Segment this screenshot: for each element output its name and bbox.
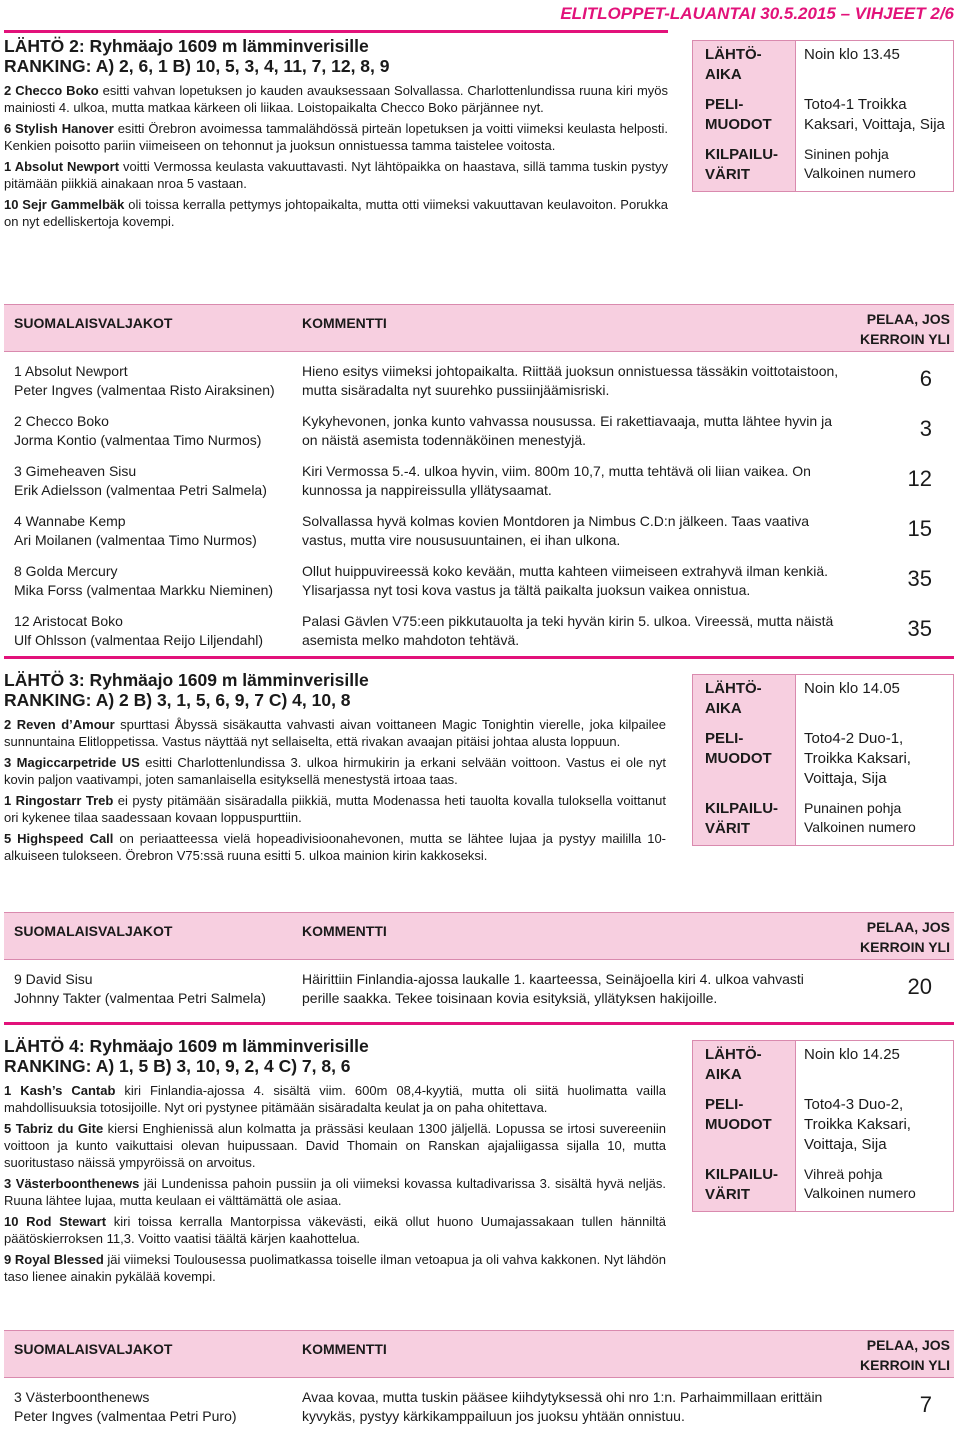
race4-title: LÄHTÖ 4: Ryhmäajo 1609 m lämminverisille	[4, 1036, 369, 1056]
driver: Erik Adielsson (valmentaa Petri Salmela)	[14, 482, 267, 498]
table-header	[4, 1330, 954, 1378]
odds: 15	[907, 516, 932, 541]
race2-para	[4, 82, 668, 116]
horse-name: 2 Reven d’Amour	[4, 717, 115, 732]
table-header	[4, 912, 954, 960]
colors	[795, 141, 953, 191]
bet-types-label: PELI-MUODOT	[705, 96, 772, 133]
driver: Ari Moilanen (valmentaa Timo Nurmos)	[14, 532, 257, 548]
start-time: Noin klo 13.45	[795, 41, 953, 91]
race4-table	[4, 1330, 954, 1432]
para-text: voitti Vermossa keulasta vakuuttavasti. Nyt lähtöpaikka on haastava, sillä tamma tuskin pystyy pitämään piikkiä ainakaan nroa 5 vastaan.	[4, 159, 668, 191]
horse-name: 5 Highspeed Call	[4, 831, 114, 846]
race4-ranking: RANKING: A) 1, 5 B) 3, 10, 9, 2, 4 C) 7, 8, 6	[4, 1056, 351, 1076]
odds-header-2: KERROIN YLI	[860, 1357, 950, 1373]
comment: Avaa kovaa, mutta tuskin pääsee kiihdytyksessä ohi nro 1:n. Parhaimmillaan erittäin kyvykäs, pystyy kärkikamppailuun jos juoksu yhtään onnistuu.	[302, 1389, 823, 1424]
header-subtitle: VIHJEET 2/6	[854, 4, 954, 23]
horse-name: 8 Golda Mercury	[14, 563, 118, 579]
para-text: esitti Charlottenlundissa 3. ulkoa hirmukirin ja erkani selvään voittoon. Vastus ei ole nyt kovin paljon vaativampi, joten samanlaisella esityksellä menestystä irtoaa taas.	[4, 755, 666, 787]
horse-name: 1 Absolut Newport	[14, 363, 128, 379]
col-header-comment: KOMMENTTI	[302, 315, 387, 331]
col-header-horses: SUOMALAISVALJAKOT	[14, 923, 173, 939]
horse-name: 10 Rod Stewart	[4, 1214, 107, 1229]
odds: 7	[919, 1392, 932, 1417]
horse-name: 1 Kash’s Cantab	[4, 1083, 116, 1098]
race4-section	[4, 1036, 666, 1285]
horse-name: 9 David Sisu	[14, 971, 93, 987]
header-title: ELITLOPPET-LAUANTAI 30.5.2015 –	[560, 4, 855, 23]
race2-info-box	[692, 40, 954, 192]
horse-name: 1 Ringostarr Treb	[4, 793, 114, 808]
start-time-label: LÄHTÖ-AIKA	[705, 1046, 762, 1083]
colors	[795, 795, 953, 845]
driver: Peter Ingves (valmentaa Risto Airaksinen)	[14, 382, 275, 398]
race2-ranking: RANKING: A) 2, 6, 1 B) 10, 5, 3, 4, 11, 7, 12, 8, 9	[4, 56, 390, 76]
para-text: kiri toissa kerralla Mantorpissa väkevästi, eikä ollut huono Uumajassakaan tullen hänniltä päätöskierroksen 11,3. Voitto vaatisi täältä kärjen kaahottelua.	[4, 1214, 666, 1246]
colors	[795, 1161, 953, 1211]
horse-name: 10 Sejr Gammelbäk	[4, 197, 125, 212]
race3-para	[4, 792, 666, 826]
bet-types-label: PELI-MUODOT	[705, 1096, 772, 1133]
para-text: kiri Finlandia-ajossa 4. sisältä viim. 600m 08,4-kyytiä, mutta oli siitä huolimatta vailla mahdollisuuksia totosijoille. Nyt ori pystynee pitämään sisäradalta keulat ja on paha ohitettava.	[4, 1083, 666, 1115]
colors-label: KILPAILU-VÄRIT	[705, 146, 779, 183]
horse-name: 9 Royal Blessed	[4, 1252, 104, 1267]
start-time: Noin klo 14.25	[795, 1041, 953, 1091]
odds: 3	[919, 416, 932, 441]
race2-para	[4, 120, 668, 154]
race4-para	[4, 1175, 666, 1209]
para-text: ei pysty pitämään sisäradalla piikkiä, mutta Modenassa heti tauolta kovalla tuloksella voittanut ori kykenee tilaa saadessaan kovaan loppuspurttiin.	[4, 793, 666, 825]
horse-name: 12 Aristocat Boko	[14, 613, 123, 629]
table-header	[4, 304, 954, 352]
driver: Ulf Ohlsson (valmentaa Reijo Liljendahl)	[14, 632, 264, 648]
comment: Ollut huippuvireessä koko kevään, mutta kahteen viimeiseen extrahyvä ilman kenkiä. Ylisarjassa nyt tosi kova vastus ja tältä paikalta juoksun vaikea onnistua.	[302, 563, 829, 598]
para-text: on periaatteessa vielä hopeadivisioonahevonen, mutta se lähtee lujaa ja pystyy maililla 10-alkuiseen tulokseen. Örebron V75:ssä ruuna esitti 5. ulkoa mainion kirin kakkoseksi.	[4, 831, 666, 863]
horse-name: 6 Stylish Hanover	[4, 121, 114, 136]
comment: Kykyhevonen, jonka kunto vahvassa nousussa. Ei rakettiavaaja, mutta lähtee hyvin ja on näistä asemista todennäköinen menestyjä.	[302, 413, 832, 448]
driver: Johnny Takter (valmentaa Petri Salmela)	[14, 990, 266, 1006]
col-header-comment: KOMMENTTI	[302, 923, 387, 939]
para-text: oli toissa kerralla pettymys johtopaikalta, mutta otti viimeksi vakuuttavan keulavoiton. Porukka on nyt edelliskertoja kovempi.	[4, 197, 668, 229]
col-header-horses: SUOMALAISVALJAKOT	[14, 1341, 173, 1357]
color-bg: Vihreä pohja	[804, 1166, 883, 1182]
driver: Mika Forss (valmentaa Markku Nieminen)	[14, 582, 274, 598]
section-divider	[4, 656, 954, 659]
table-row	[4, 356, 954, 406]
horse-name: 2 Checco Boko	[14, 413, 109, 429]
driver: Peter Ingves (valmentaa Petri Puro)	[14, 1408, 237, 1424]
header-rule	[4, 30, 668, 33]
race3-para	[4, 830, 666, 864]
bet-types-label: PELI-MUODOT	[705, 730, 772, 767]
bet-types: Toto4-3 Duo-2, Troikka Kaksari, Voittaja, Sija	[795, 1091, 953, 1161]
race4-para	[4, 1120, 666, 1171]
col-header-odds	[860, 917, 950, 957]
start-time-label: LÄHTÖ-AIKA	[705, 46, 762, 83]
race3-para	[4, 754, 666, 788]
horse-name: 3 Västerboonthenews	[14, 1389, 150, 1405]
horse-name: 5 Tabriz du Gite	[4, 1121, 104, 1136]
race2-para	[4, 196, 668, 230]
table-row	[4, 506, 954, 556]
col-header-horses: SUOMALAISVALJAKOT	[14, 315, 173, 331]
horse-name: 2 Checco Boko	[4, 83, 99, 98]
comment: Häirittiin Finlandia-ajossa laukalle 1. kaarteessa, Seinäjoella kiri 4. ulkoa vahvasti perille saakka. Tekee toisinaan kovia esityksiä, yllätyksen hakijoille.	[302, 971, 804, 1006]
section-divider	[4, 1022, 954, 1025]
start-time: Noin klo 14.05	[795, 675, 953, 725]
color-num: Valkoinen numero	[804, 1185, 916, 1201]
odds: 12	[907, 466, 932, 491]
bet-types: Toto4-2 Duo-1, Troikka Kaksari, Voittaja, Sija	[795, 725, 953, 795]
race3-section	[4, 670, 666, 864]
table-row	[4, 606, 954, 656]
table-row	[4, 1382, 954, 1432]
table-row	[4, 964, 954, 1014]
color-bg: Punainen pohja	[804, 800, 902, 816]
race3-title: LÄHTÖ 3: Ryhmäajo 1609 m lämminverisille	[4, 670, 369, 690]
para-text: esitti Örebron avoimessa tammalähdössä pirteän lopetuksen ja voitti viimeksi keulasta helposti. Kenkien poisotto pariin viimeiseen on tehonnut ja juoksun onnistuessa tamma taistelee voitosta.	[4, 121, 668, 153]
odds-header-2: KERROIN YLI	[860, 331, 950, 347]
race4-para	[4, 1082, 666, 1116]
race2-section	[4, 36, 668, 230]
odds-header-1: PELAA, JOS	[866, 919, 950, 935]
horse-name: 3 Magiccarpetride US	[4, 755, 140, 770]
para-text: kiersi Enghienissä alun kolmatta ja prässäsi keulaan 1300 jäljellä. Lopussa se irtosi suvereeniin voittoon ja kunto vaikuttaisi olevan huipussaan. David Thomain on Ranskan ajajaliigassa sijalla 10, mutta suoritustaso näissä ympyröissä on arvoitus.	[4, 1121, 666, 1170]
start-time-label: LÄHTÖ-AIKA	[705, 680, 762, 717]
odds-header-1: PELAA, JOS	[866, 1337, 950, 1353]
table-row	[4, 456, 954, 506]
colors-label: KILPAILU-VÄRIT	[705, 800, 779, 837]
para-text: jäi Lundenissa pahoin pussiin ja oli viimeksi kovassa kultadivarissa 3. sisältä hyvä neljäs. Ruuna lähtee lujaa, mutta keulaan ei välttämättä ole asiaa.	[4, 1176, 666, 1208]
horse-name: 3 Gimeheaven Sisu	[14, 463, 137, 479]
horse-name: 3 Västerboonthenews	[4, 1176, 140, 1191]
driver: Jorma Kontio (valmentaa Timo Nurmos)	[14, 432, 262, 448]
para-text: spurttasi Åbyssä sisäkautta vahvasti aivan voittaneen Magic Tonightin vierelle, joka kilpailee sunnuntaina Elitloppetissa. Vastus näyttää nyt sellaiselta, että rivakan avaajan pitäisi johtaa alusta loppuun.	[4, 717, 666, 749]
comment: Solvallassa hyvä kolmas kovien Montdoren ja Nimbus C.D:n jälkeen. Taas vaativa vastus, mutta vire noususuuntainen, ei ihan ulkona.	[302, 513, 810, 548]
table-row	[4, 556, 954, 606]
col-header-odds	[860, 1335, 950, 1375]
horse-name: 1 Absolut Newport	[4, 159, 120, 174]
comment: Hieno esitys viimeksi johtopaikalta. Riittää juoksun onnistuessa tässäkin voittotaistoon, mutta sisäradalta nyt suurehko pussiinjäämisriski.	[302, 363, 839, 398]
para-text: jäi viimeksi Toulousessa puolimatkassa toiselle ilman vetoapua ja oli vahva kakkonen. Nyt lähdön taso lienee ainakin pykälää kovempi.	[4, 1252, 667, 1284]
odds: 6	[919, 366, 932, 391]
colors-label: KILPAILU-VÄRIT	[705, 1166, 779, 1203]
color-num: Valkoinen numero	[804, 165, 916, 181]
col-header-odds	[860, 309, 950, 349]
comment: Kiri Vermossa 5.-4. ulkoa hyvin, viim. 800m 10,7, mutta tehtävä oli liian vaikea. On kunnossa ja nappireissulla yllätysaamat.	[302, 463, 811, 498]
odds-header-2: KERROIN YLI	[860, 939, 950, 955]
race2-title: LÄHTÖ 2: Ryhmäajo 1609 m lämminverisille	[4, 36, 369, 56]
col-header-comment: KOMMENTTI	[302, 1341, 387, 1357]
odds: 20	[907, 974, 932, 999]
race4-para	[4, 1213, 666, 1247]
page-header	[560, 4, 954, 24]
race2-table	[4, 304, 954, 656]
race4-info-box	[692, 1040, 954, 1212]
race3-table	[4, 912, 954, 1014]
para-text: esitti vahvan lopetuksen jo kauden avauksessaan Solvallassa. Charlottenlundissa ruuna kiri myös mainiosti 4. ulkoa, mutta matkaa kärkeen oli liikaa. Loistopaikalta Checco Boko pärjännee nyt.	[4, 83, 668, 115]
race4-para	[4, 1251, 666, 1285]
race3-info-box	[692, 674, 954, 846]
horse-name: 4 Wannabe Kemp	[14, 513, 126, 529]
comment: Palasi Gävlen V75:een pikkutauolta ja teki hyvän kirin 5. ulkoa. Vireessä, mutta näistä asemista melko mahdoton tehtävä.	[302, 613, 834, 648]
odds-header-1: PELAA, JOS	[866, 311, 950, 327]
bet-types: Toto4-1 Troikka Kaksari, Voittaja, Sija	[795, 91, 953, 141]
odds: 35	[907, 566, 932, 591]
color-num: Valkoinen numero	[804, 819, 916, 835]
table-row	[4, 406, 954, 456]
race3-para	[4, 716, 666, 750]
color-bg: Sininen pohja	[804, 146, 889, 162]
race3-ranking: RANKING: A) 2 B) 3, 1, 5, 6, 9, 7 C) 4, 10, 8	[4, 690, 351, 710]
race2-para	[4, 158, 668, 192]
odds: 35	[907, 616, 932, 641]
